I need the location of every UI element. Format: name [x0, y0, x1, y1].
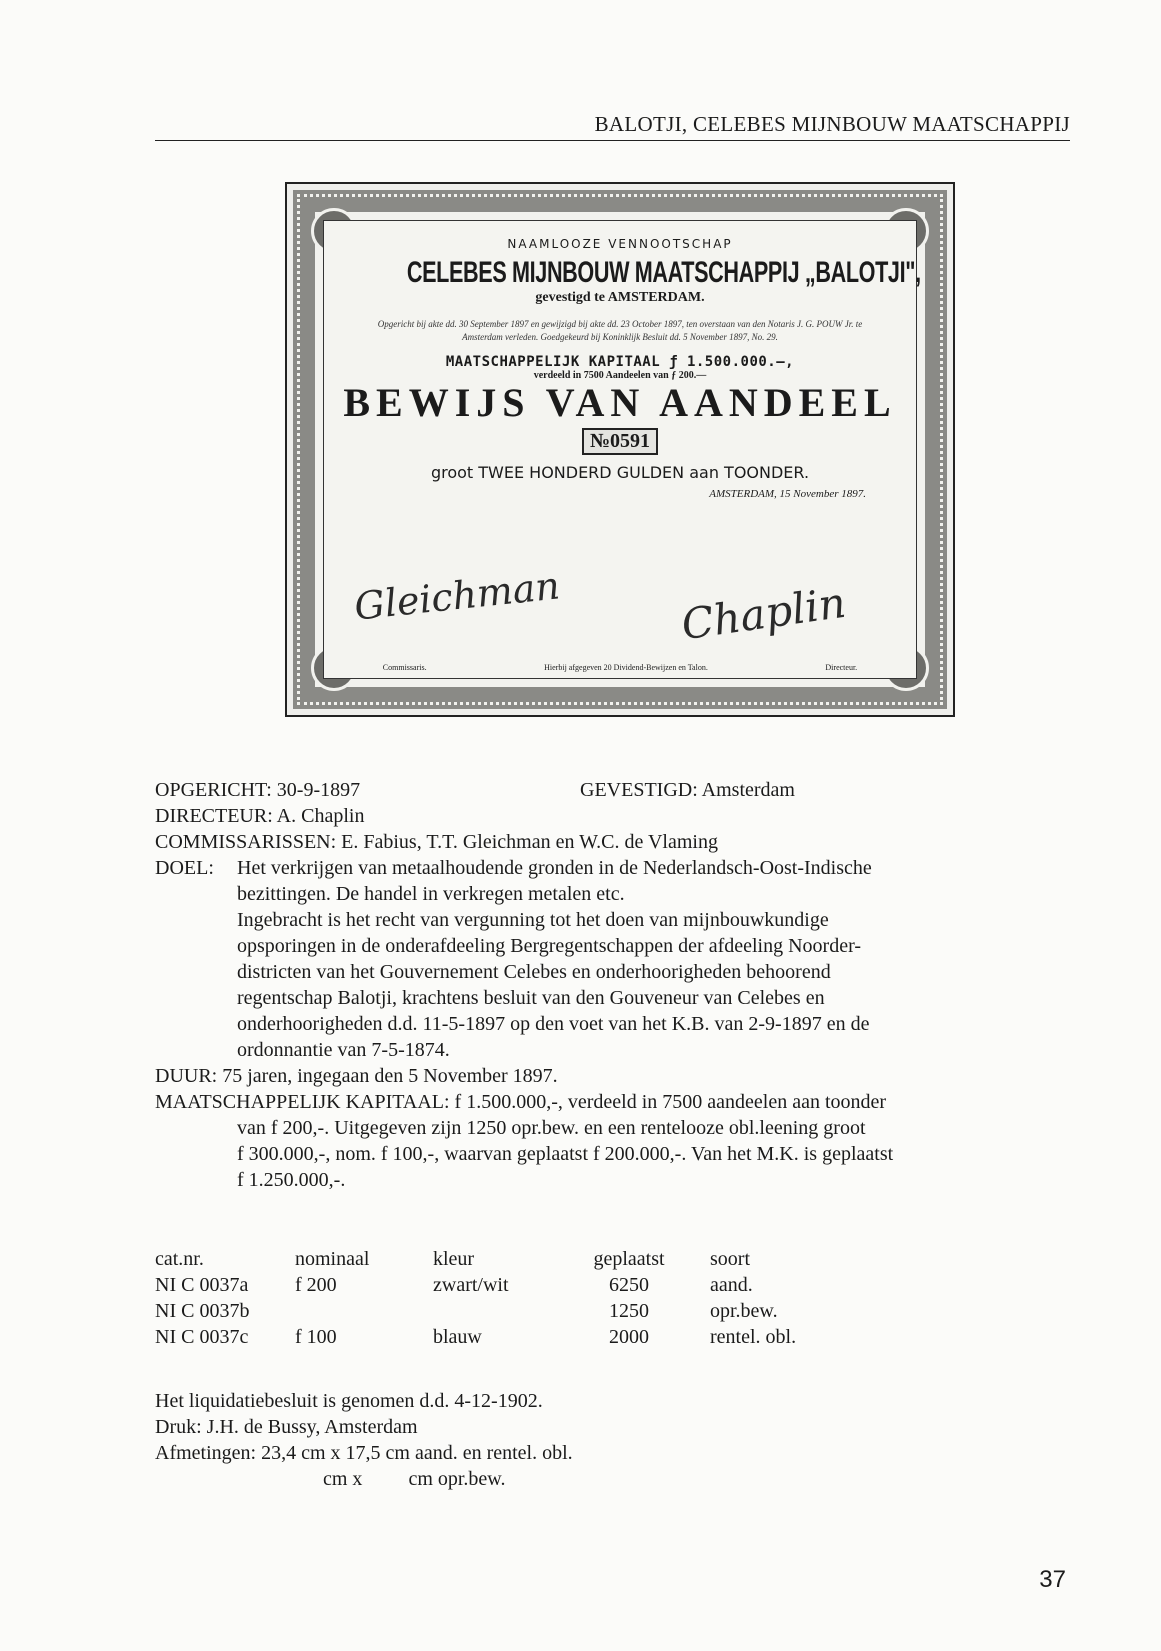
druk: Druk: J.H. de Bussy, Amsterdam [155, 1416, 418, 1438]
kapitaal-line: f 1.250.000,-. [237, 1169, 346, 1191]
commissarissen: COMMISSARISSEN: E. Fabius, T.T. Gleichman en W.C. de Vlaming [155, 831, 718, 853]
notes [155, 1388, 573, 1492]
table-cell [295, 1298, 433, 1324]
cert-footer-right: Directeur. [825, 663, 858, 672]
doel-line: onderhoorigheden d.d. 11-5-1897 op den voet van het K.B. van 2-9-1897 en de [237, 1013, 870, 1035]
directeur: DIRECTEUR: A. Chaplin [155, 805, 365, 827]
table-header: nominaal [295, 1248, 370, 1270]
certificate-body [323, 220, 921, 679]
table-header: geplaatst [593, 1248, 665, 1270]
duur: DUUR: 75 jaren, ingegaan den 5 November 1897. [155, 1065, 558, 1087]
table-cell: f 100 [295, 1326, 337, 1348]
table-header: kleur [433, 1248, 475, 1270]
doel-line: ordonnantie van 7-5-1874. [237, 1039, 450, 1061]
cert-fine-print: Opgericht bij akte dd. 30 September 1897 en gewijzigd bij akte dd. 23 October 1897, ten overstaan van den Notaris J. G. POUW Jr. te Amsterdam verleden. Goedgekeurd bij Koninklijk Besluit dd. 5 November 1897, No. 29. [377, 319, 863, 342]
doel-label: DOEL: [155, 857, 214, 879]
table-cell: rentel. obl. [710, 1326, 797, 1348]
afmetingen-line2 [155, 1466, 573, 1492]
share-certificate-image [285, 182, 955, 717]
table-cell: opr.bew. [710, 1300, 778, 1322]
cert-capital: MAATSCHAPPELIJK KAPITAAL ƒ 1.500.000.—, [445, 354, 795, 370]
cert-company-type: NAAMLOOZE VENNOOTSCHAP [507, 237, 733, 251]
cert-number: №0591 [582, 428, 658, 455]
page-number: 37 [1039, 1566, 1066, 1593]
cert-amount: groot TWEE HONDERD GULDEN aan TOONDER. [430, 463, 810, 482]
catalog-table [155, 1246, 860, 1350]
page-header: BALOTJI, CELEBES MIJNBOUW MAATSCHAPPIJ [155, 112, 1070, 141]
table-cell: 1250 [609, 1300, 649, 1322]
signature-left: Gleichman [352, 563, 562, 629]
kapitaal-line: f 300.000,-, nom. f 100,-, waarvan geplaatst f 200.000,-. Van het M.K. is geplaatst [237, 1143, 894, 1165]
table-cell: aand. [710, 1274, 753, 1296]
table-cell: 2000 [609, 1326, 649, 1348]
kapitaal-line: van f 200,-. Uitgegeven zijn 1250 opr.bew. en een rentelooze obl.leening groot [237, 1117, 866, 1139]
doel-line: opsporingen in de onderafdeeling Bergregentschappen der afdeeling Noorder- [237, 935, 861, 957]
table-cell: zwart/wit [433, 1274, 509, 1296]
opgericht: OPGERICHT: 30-9-1897 [155, 779, 361, 801]
liquidatie: Het liquidatiebesluit is genomen d.d. 4-12-1902. [155, 1390, 543, 1412]
doel-line: bezittingen. De handel in verkregen metalen etc. [237, 883, 625, 905]
table-row [155, 1272, 860, 1298]
afmetingen-cm-x: cm x [323, 1468, 363, 1490]
cert-title: BEWIJS VAN AANDEEL [343, 380, 897, 425]
table-row [155, 1298, 860, 1324]
doel-line: Het verkrijgen van metaalhoudende gronden in de Nederlandsch-Oost-Indische [237, 857, 872, 879]
table-cell [433, 1298, 558, 1324]
doel-line: regentschap Balotji, krachtens besluit van den Gouveneur van Celebes en [237, 987, 825, 1009]
afmetingen-oprbew: cm opr.bew. [408, 1468, 506, 1490]
table-header: cat.nr. [155, 1248, 204, 1270]
cert-footer [324, 663, 916, 672]
cert-footer-mid: Hierbij afgegeven 20 Dividend-Bewijzen en Talon. [544, 663, 708, 672]
table-cell: NI C 0037c [155, 1326, 249, 1348]
table-cell: blauw [433, 1326, 482, 1348]
afmetingen: Afmetingen: 23,4 cm x 17,5 cm aand. en rentel. obl. [155, 1442, 573, 1464]
table-row [155, 1324, 860, 1350]
cert-company-name: CELEBES MIJNBOUW MAATSCHAPPIJ „BALOTJI", [406, 256, 921, 289]
table-cell: NI C 0037a [155, 1274, 249, 1296]
table-cell: 6250 [609, 1274, 649, 1296]
doel-line: Ingebracht is het recht van vergunning tot het doen van mijnbouwkundige [237, 909, 829, 931]
signature-right: Chaplin [678, 577, 849, 650]
table-cell: NI C 0037b [155, 1300, 250, 1322]
table-header-row [155, 1246, 860, 1272]
doel-line: districten van het Gouvernement Celebes en onderhoorigheden behoorend [237, 961, 831, 983]
cert-divided: verdeeld in 7500 Aandeelen van ƒ 200.— [533, 370, 707, 381]
table-header: soort [710, 1248, 750, 1270]
kapitaal-line: MAATSCHAPPELIJK KAPITAAL: f 1.500.000,-, verdeeld in 7500 aandeelen aan toonder [155, 1091, 887, 1113]
cert-seat: gevestigd te AMSTERDAM. [535, 290, 705, 305]
cert-footer-left: Commissaris. [382, 663, 427, 672]
company-info [155, 777, 1055, 1193]
gevestigd: GEVESTIGD: Amsterdam [580, 779, 795, 801]
table-cell: f 200 [295, 1274, 337, 1296]
cert-place-date: AMSTERDAM, 15 November 1897. [709, 488, 866, 500]
